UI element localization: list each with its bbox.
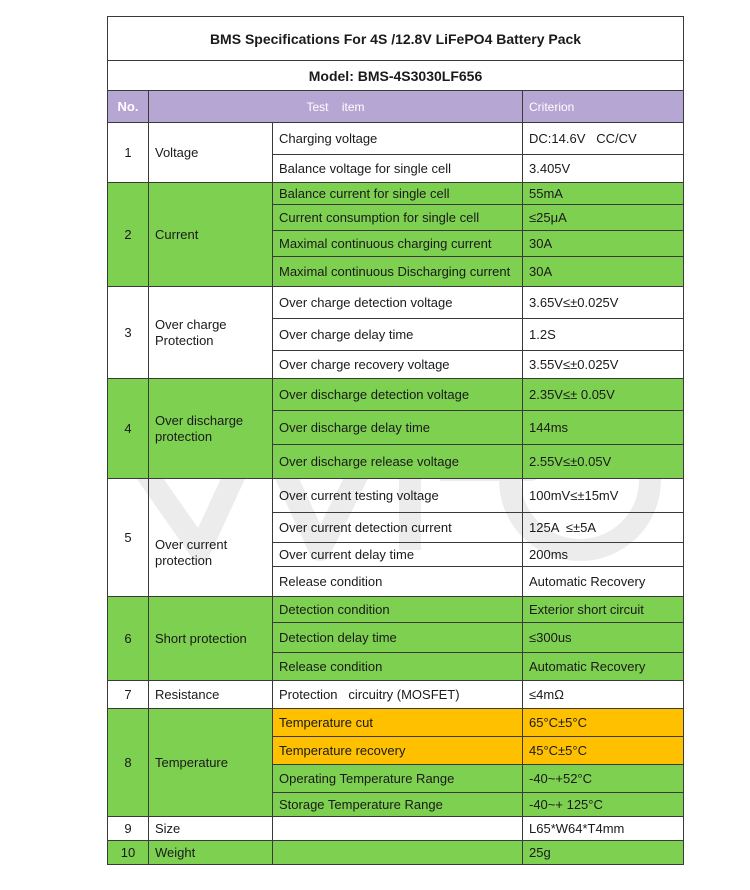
row-number: 9 <box>108 817 149 841</box>
test-cell: Temperature recovery <box>273 737 523 765</box>
criterion-cell: Automatic Recovery <box>523 567 684 597</box>
table-row <box>108 183 684 205</box>
table-row <box>108 479 684 513</box>
criterion-cell: Exterior short circuit <box>523 597 684 623</box>
criterion-cell: 3.55V≤±0.025V <box>523 351 684 379</box>
test-cell: Detection condition <box>273 597 523 623</box>
row-item: Over discharge protection <box>149 379 273 479</box>
row-item: Over charge Protection <box>149 287 273 379</box>
table-row <box>108 597 684 623</box>
test-cell: Over current testing voltage <box>273 479 523 513</box>
row-number: 6 <box>108 597 149 681</box>
test-cell-empty <box>273 817 523 841</box>
test-cell: Balance voltage for single cell <box>273 155 523 183</box>
row-number: 3 <box>108 287 149 379</box>
header-criterion: Criterion <box>523 91 684 123</box>
table-row <box>108 287 684 319</box>
criterion-cell: Automatic Recovery <box>523 653 684 681</box>
criterion-cell: 30A <box>523 231 684 257</box>
criterion-cell: 200ms <box>523 543 684 567</box>
row-item: Resistance <box>149 681 273 709</box>
criterion-cell: DC:14.6V CC/CV <box>523 123 684 155</box>
criterion-cell: 144ms <box>523 411 684 445</box>
test-cell: Storage Temperature Range <box>273 793 523 817</box>
row-item: Over current protection <box>149 479 273 597</box>
test-cell: Release condition <box>273 653 523 681</box>
criterion-cell: -40~+ 125°C <box>523 793 684 817</box>
row-number: 1 <box>108 123 149 183</box>
criterion-cell: 65°C±5°C <box>523 709 684 737</box>
test-cell: Charging voltage <box>273 123 523 155</box>
row-number: 8 <box>108 709 149 817</box>
criterion-cell: -40~+52°C <box>523 765 684 793</box>
test-cell: Over charge recovery voltage <box>273 351 523 379</box>
spec-table <box>107 16 684 865</box>
criterion-cell: 2.55V≤±0.05V <box>523 445 684 479</box>
row-item: Size <box>149 817 273 841</box>
test-cell: Detection delay time <box>273 623 523 653</box>
test-cell: Temperature cut <box>273 709 523 737</box>
row-number: 10 <box>108 841 149 865</box>
criterion-cell: 30A <box>523 257 684 287</box>
test-cell: Over discharge delay time <box>273 411 523 445</box>
criterion-cell: 45°C±5°C <box>523 737 684 765</box>
test-cell: Over discharge detection voltage <box>273 379 523 411</box>
criterion-cell: 125A ≤±5A <box>523 513 684 543</box>
test-cell: Protection circuitry (MOSFET) <box>273 681 523 709</box>
row-item: Temperature <box>149 709 273 817</box>
test-cell: Maximal continuous Discharging current <box>273 257 523 287</box>
table-row <box>108 379 684 411</box>
row-item: Weight <box>149 841 273 865</box>
test-cell: Operating Temperature Range <box>273 765 523 793</box>
criterion-cell: ≤4mΩ <box>523 681 684 709</box>
criterion-cell: 25g <box>523 841 684 865</box>
test-cell: Over charge delay time <box>273 319 523 351</box>
row-item: Short protection <box>149 597 273 681</box>
test-cell: Over current delay time <box>273 543 523 567</box>
test-cell: Release condition <box>273 567 523 597</box>
test-cell-empty <box>273 841 523 865</box>
test-cell: Over discharge release voltage <box>273 445 523 479</box>
row-number: 4 <box>108 379 149 479</box>
row-number: 2 <box>108 183 149 287</box>
criterion-cell: L65*W64*T4mm <box>523 817 684 841</box>
table-row <box>108 709 684 737</box>
criterion-cell: 3.65V≤±0.025V <box>523 287 684 319</box>
criterion-cell: ≤300us <box>523 623 684 653</box>
criterion-cell: 55mA <box>523 183 684 205</box>
header-test-item: Test item <box>149 91 523 123</box>
criterion-cell: 1.2S <box>523 319 684 351</box>
row-number: 7 <box>108 681 149 709</box>
criterion-cell: 3.405V <box>523 155 684 183</box>
table-row <box>108 817 684 841</box>
table-row <box>108 841 684 865</box>
table-header <box>108 91 684 123</box>
test-cell: Maximal continuous charging current <box>273 231 523 257</box>
table-row <box>108 681 684 709</box>
spec-sheet <box>107 16 683 865</box>
document-title: BMS Specifications For 4S /12.8V LiFePO4 Battery Pack <box>108 17 684 61</box>
header-no: No. <box>108 91 149 123</box>
table-row <box>108 123 684 155</box>
test-cell: Balance current for single cell <box>273 183 523 205</box>
test-cell: Over current detection current <box>273 513 523 543</box>
model-number: Model: BMS-4S3030LF656 <box>108 61 684 91</box>
row-item: Current <box>149 183 273 287</box>
criterion-cell: 100mV≤±15mV <box>523 479 684 513</box>
criterion-cell: ≤25μA <box>523 205 684 231</box>
row-number: 5 <box>108 479 149 597</box>
test-cell: Current consumption for single cell <box>273 205 523 231</box>
criterion-cell: 2.35V≤± 0.05V <box>523 379 684 411</box>
row-item: Voltage <box>149 123 273 183</box>
test-cell: Over charge detection voltage <box>273 287 523 319</box>
